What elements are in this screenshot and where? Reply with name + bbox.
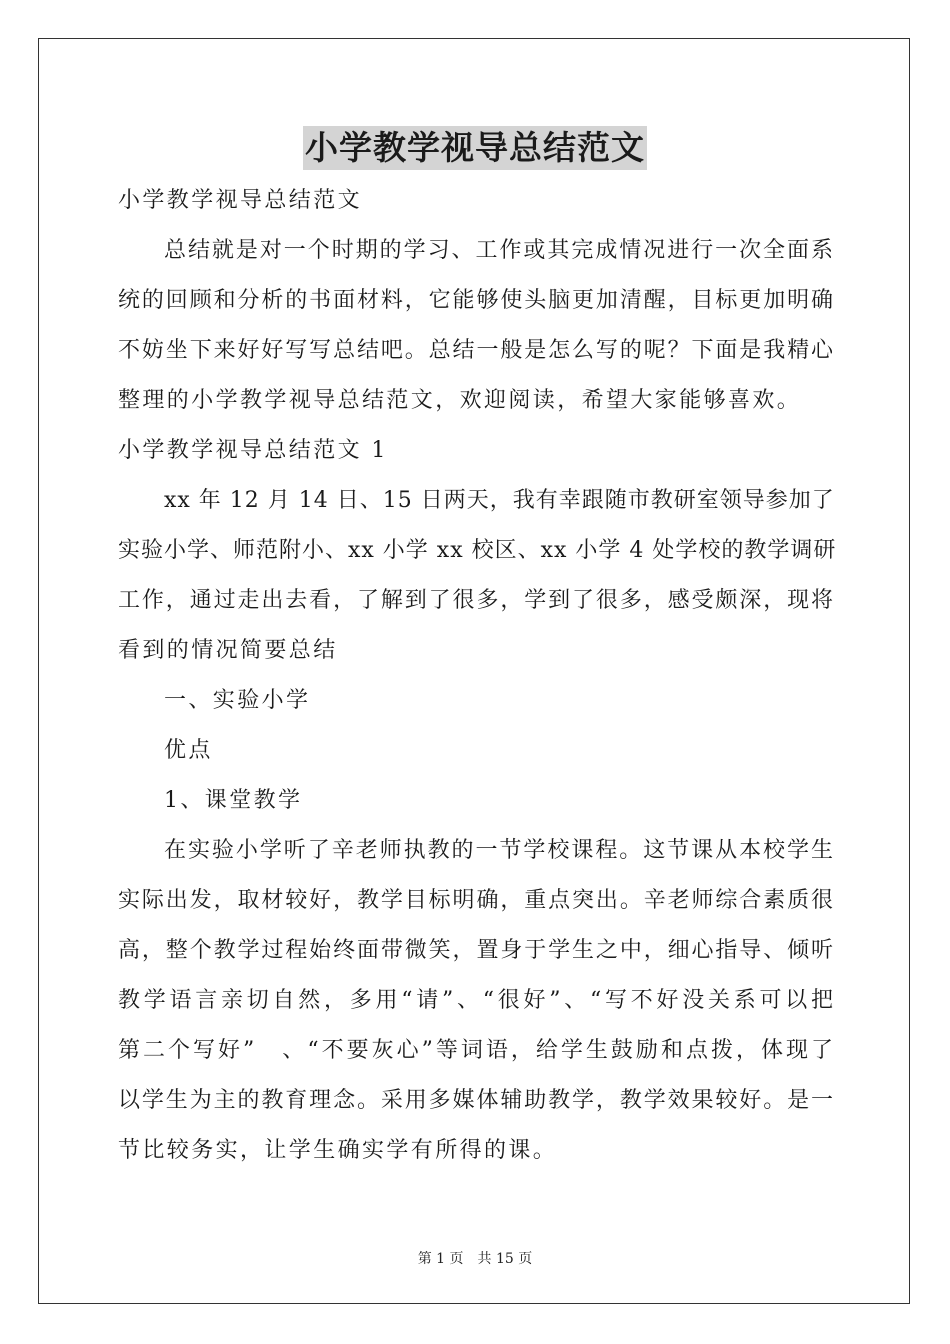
paragraph-line: 高，整个教学过程始终面带微笑，置身于学生之中，细心指导、倾听 — [118, 938, 834, 963]
subheading-line: 优点 — [164, 738, 213, 763]
paragraph-line: 整理的小学教学视导总结范文，欢迎阅读，希望大家能够喜欢。 — [118, 388, 802, 413]
paragraph-line: 以学生为主的教育理念。采用多媒体辅助教学，教学效果较好。是一 — [118, 1088, 834, 1113]
page-number: 第 1 页 共 15 页 — [417, 1251, 533, 1267]
paragraph-line: 看到的情况简要总结 — [118, 638, 338, 663]
paragraph-line: 工作，通过走出去看，了解到了很多，学到了很多，感受颇深，现将 — [118, 588, 834, 613]
paragraph-line: 在实验小学听了辛老师执教的一节学校课程。这节课从本校学生 — [164, 838, 834, 863]
document-title: 小学教学视导总结范文 — [303, 126, 647, 170]
paragraph-line: 实验小学、师范附小、xx 小学 xx 校区、xx 小学 4 处学校的教学调研 — [118, 538, 837, 563]
paragraph-line: xx 年 12 月 14 日、15 日两天，我有幸跟随市教研室领导参加了 — [164, 488, 835, 513]
subtitle-line: 小学教学视导总结范文 — [118, 188, 363, 213]
title-container — [0, 126, 950, 170]
subheading-line: 一、实验小学 — [164, 688, 311, 713]
paragraph-line: 节比较务实，让学生确实学有所得的课。 — [118, 1138, 558, 1163]
paragraph-line: 实际出发，取材较好，教学目标明确，重点突出。辛老师综合素质很 — [118, 888, 834, 913]
section-heading: 小学教学视导总结范文 1 — [118, 438, 388, 463]
document-body — [118, 176, 837, 1176]
subheading-line: 1、课堂教学 — [164, 788, 303, 813]
paragraph-line: 教学语言亲切自然，多用“请”、“很好”、“写不好没关系可以把 — [118, 988, 834, 1013]
paragraph-line: 第二个写好” 、“不要灰心”等词语，给学生鼓励和点拨，体现了 — [118, 1038, 834, 1063]
paragraph-line: 不妨坐下来好好写写总结吧。总结一般是怎么写的呢？下面是我精心 — [118, 338, 834, 363]
paragraph-line: 总结就是对一个时期的学习、工作或其完成情况进行一次全面系 — [164, 238, 834, 263]
paragraph-line: 统的回顾和分析的书面材料，它能够使头脑更加清醒，目标更加明确 — [118, 288, 834, 313]
